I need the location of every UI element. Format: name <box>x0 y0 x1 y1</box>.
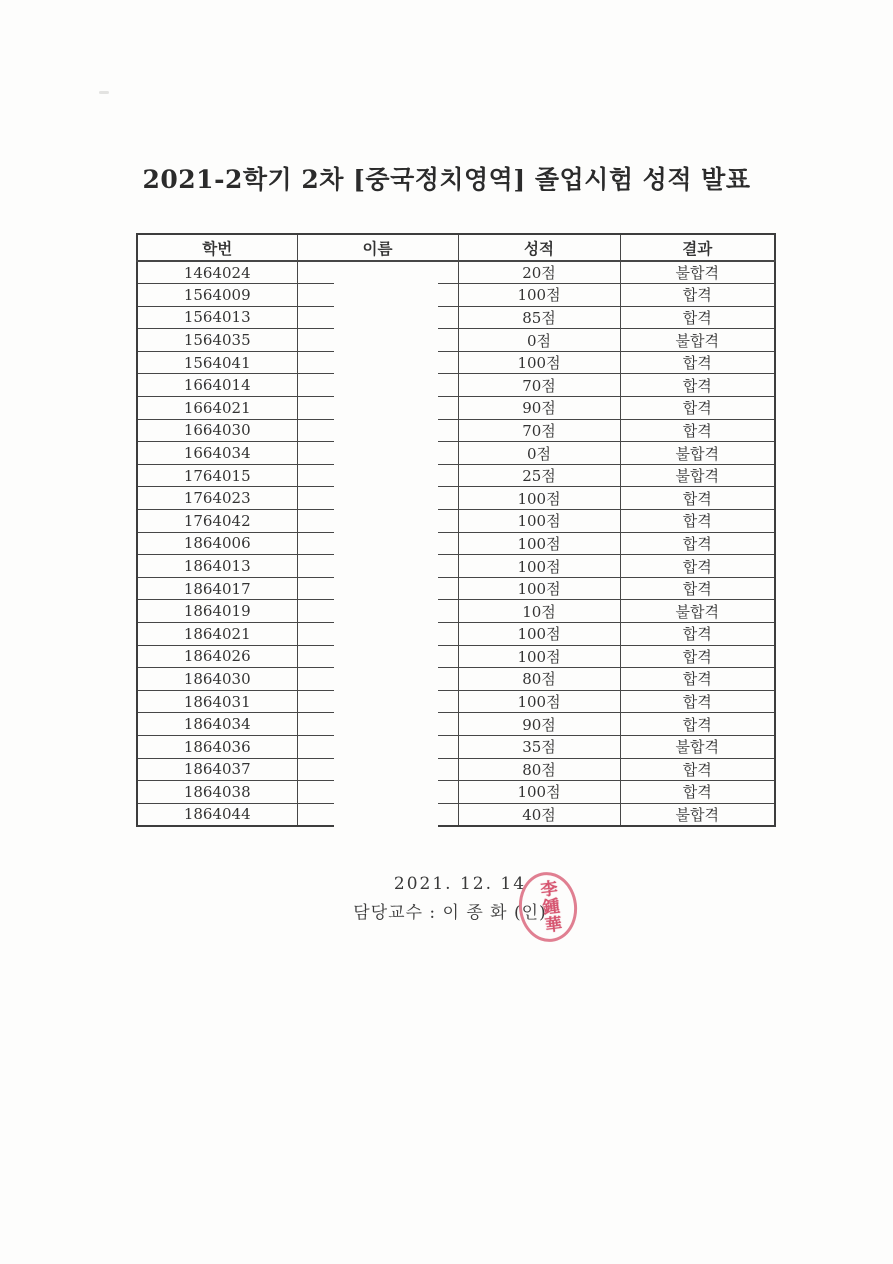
cell-score: 80점 <box>458 668 620 691</box>
table-row <box>137 713 775 736</box>
cell-result: 합격 <box>620 510 775 533</box>
cell-score: 10점 <box>458 600 620 623</box>
cell-student-id: 1564041 <box>137 351 297 374</box>
cell-result: 불합격 <box>620 261 775 284</box>
cell-result: 불합격 <box>620 803 775 826</box>
cell-student-id: 1664030 <box>137 419 297 442</box>
cell-student-id: 1564009 <box>137 284 297 307</box>
cell-student-id: 1864031 <box>137 690 297 713</box>
cell-result: 불합격 <box>620 442 775 465</box>
grade-table-body <box>137 261 775 826</box>
cell-score: 100점 <box>458 510 620 533</box>
cell-score: 100점 <box>458 487 620 510</box>
cell-student-id: 1864038 <box>137 781 297 804</box>
cell-student-id: 1864017 <box>137 577 297 600</box>
cell-result: 불합격 <box>620 464 775 487</box>
cell-score: 40점 <box>458 803 620 826</box>
cell-score: 70점 <box>458 374 620 397</box>
table-row <box>137 623 775 646</box>
cell-score: 100점 <box>458 690 620 713</box>
cell-student-id: 1564035 <box>137 329 297 352</box>
cell-student-id: 1764042 <box>137 510 297 533</box>
table-row <box>137 781 775 804</box>
cell-result: 합격 <box>620 374 775 397</box>
footer-date: 2021. 12. 14 <box>393 874 527 894</box>
cell-score: 0점 <box>458 329 620 352</box>
table-row <box>137 600 775 623</box>
cell-student-id: 1864006 <box>137 532 297 555</box>
cell-score: 100점 <box>458 351 620 374</box>
table-row <box>137 306 775 329</box>
table-row <box>137 510 775 533</box>
cell-student-id: 1864026 <box>137 645 297 668</box>
cell-score: 85점 <box>458 306 620 329</box>
grade-table <box>136 233 776 827</box>
table-row <box>137 419 775 442</box>
table-row <box>137 758 775 781</box>
cell-result: 합격 <box>620 306 775 329</box>
cell-student-id: 1864030 <box>137 668 297 691</box>
cell-student-id: 1864013 <box>137 555 297 578</box>
cell-score: 90점 <box>458 397 620 420</box>
table-row <box>137 555 775 578</box>
cell-result: 불합격 <box>620 329 775 352</box>
cell-student-id: 1864044 <box>137 803 297 826</box>
cell-result: 합격 <box>620 758 775 781</box>
cell-score: 100점 <box>458 555 620 578</box>
cell-result: 불합격 <box>620 600 775 623</box>
table-row <box>137 690 775 713</box>
table-row <box>137 464 775 487</box>
table-row <box>137 374 775 397</box>
cell-score: 35점 <box>458 735 620 758</box>
table-row <box>137 329 775 352</box>
column-header-name: 이름 <box>297 234 458 261</box>
cell-result: 합격 <box>620 577 775 600</box>
stamp-text: 李鍾華 <box>535 878 562 935</box>
cell-score: 70점 <box>458 419 620 442</box>
cell-result: 합격 <box>620 668 775 691</box>
cell-result: 합격 <box>620 351 775 374</box>
cell-student-id: 1464024 <box>137 261 297 284</box>
cell-score: 100점 <box>458 781 620 804</box>
cell-score: 20점 <box>458 261 620 284</box>
document-title: 2021-2학기 2차 [중국정치영역] 졸업시험 성적 발표 <box>142 165 751 194</box>
cell-score: 80점 <box>458 758 620 781</box>
cell-result: 합격 <box>620 419 775 442</box>
cell-result: 합격 <box>620 487 775 510</box>
professor-signature-line: 담당교수 : 이 종 화 (인) <box>353 903 547 923</box>
grade-table-header <box>137 234 775 261</box>
cell-student-id: 1864034 <box>137 713 297 736</box>
table-row <box>137 397 775 420</box>
cell-score: 90점 <box>458 713 620 736</box>
column-header-result: 결과 <box>620 234 775 261</box>
cell-result: 합격 <box>620 623 775 646</box>
cell-result: 불합격 <box>620 735 775 758</box>
cell-result: 합격 <box>620 555 775 578</box>
cell-score: 100점 <box>458 645 620 668</box>
cell-student-id: 1864019 <box>137 600 297 623</box>
cell-student-id: 1664021 <box>137 397 297 420</box>
table-row <box>137 735 775 758</box>
cell-result: 합격 <box>620 781 775 804</box>
cell-student-id: 1564013 <box>137 306 297 329</box>
cell-result: 합격 <box>620 397 775 420</box>
cell-student-id: 1764015 <box>137 464 297 487</box>
cell-score: 100점 <box>458 577 620 600</box>
cell-result: 합격 <box>620 690 775 713</box>
table-row <box>137 284 775 307</box>
cell-student-id: 1864037 <box>137 758 297 781</box>
cell-score: 100점 <box>458 284 620 307</box>
table-row <box>137 532 775 555</box>
cell-score: 25점 <box>458 464 620 487</box>
table-row <box>137 645 775 668</box>
table-row <box>137 442 775 465</box>
cell-result: 합격 <box>620 645 775 668</box>
cell-score: 100점 <box>458 532 620 555</box>
cell-student-id: 1864036 <box>137 735 297 758</box>
column-header-student-id: 학번 <box>137 234 297 261</box>
cell-result: 합격 <box>620 532 775 555</box>
table-row <box>137 351 775 374</box>
table-row <box>137 487 775 510</box>
table-row <box>137 668 775 691</box>
cell-student-id: 1664014 <box>137 374 297 397</box>
cell-score: 100점 <box>458 623 620 646</box>
scan-artifact <box>99 91 109 94</box>
cell-score: 0점 <box>458 442 620 465</box>
cell-student-id: 1764023 <box>137 487 297 510</box>
cell-result: 합격 <box>620 284 775 307</box>
table-row <box>137 803 775 826</box>
table-row <box>137 577 775 600</box>
name-column-redaction <box>334 264 438 845</box>
cell-student-id: 1664034 <box>137 442 297 465</box>
cell-result: 합격 <box>620 713 775 736</box>
cell-student-id: 1864021 <box>137 623 297 646</box>
table-row <box>137 261 775 284</box>
column-header-score: 성적 <box>458 234 620 261</box>
